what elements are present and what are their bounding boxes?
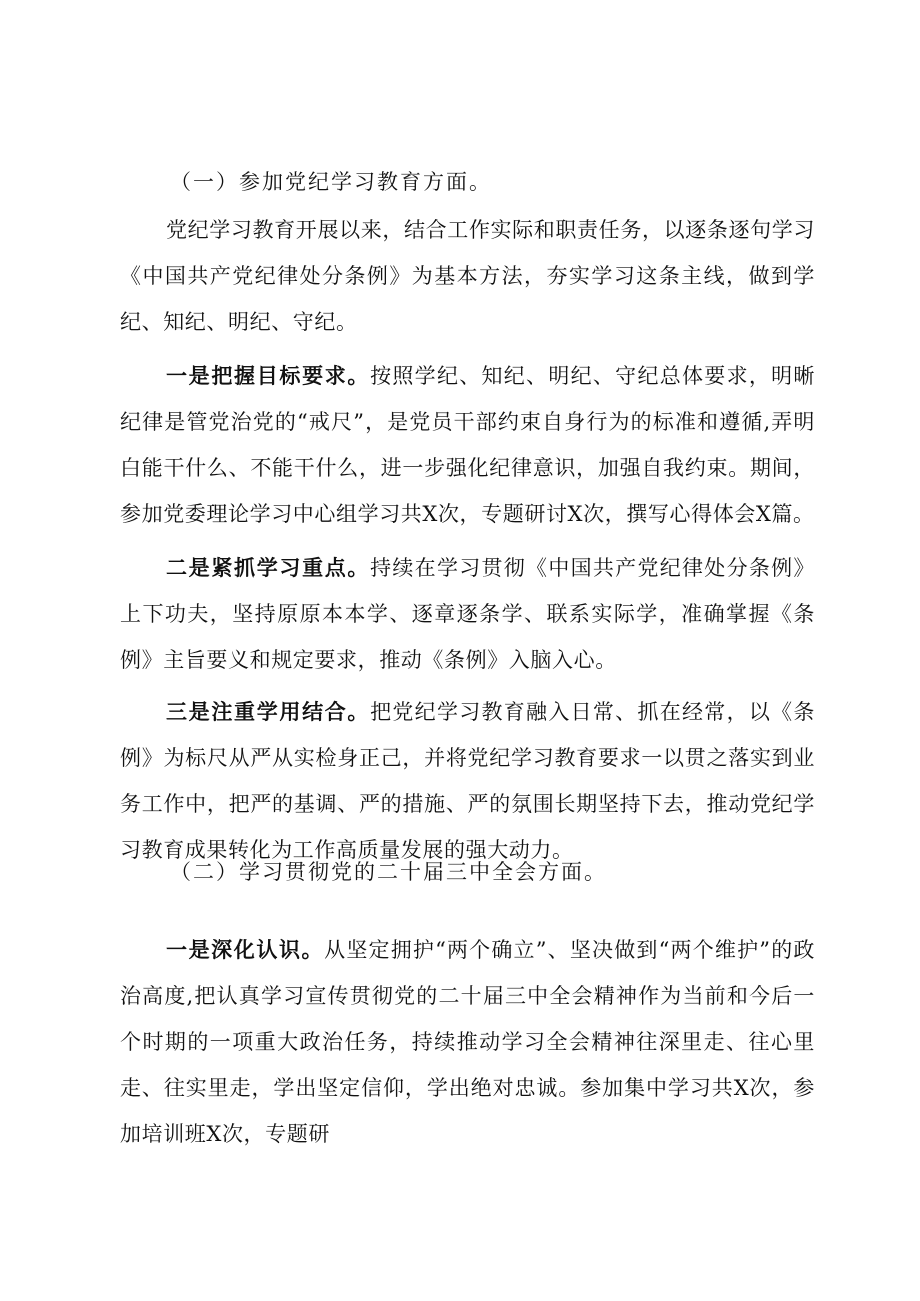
section-1-item-2-paragraph [120, 545, 815, 683]
section-1-item-1-body: 按照学纪、知纪、明纪、守纪总体要求，明晰纪律是管党治党的“戒尺”，是党员干部约束自身行为的标准和遵循,弄明白能干什么、不能干什么，进一步强化纪律意识，加强自我约束。期间，参加党委理论学习中心组学习共X次，专题研讨X次，撰写心得体会X篇。 [120, 364, 816, 526]
section-1-item-3-lead: 三是注重学用结合。 [166, 699, 371, 724]
section-1-item-2-body: 持续在学习贯彻《中国共产党纪律处分条例》上下功夫，坚持原原本本学、逐章逐条学、联系实际学，准确掌握《条例》主旨要义和规定要求，推动《条例》入脑入心。 [120, 556, 816, 672]
section-1-item-3-paragraph [120, 689, 815, 873]
section-2-heading: （二）学习贯彻党的二十届三中全会方面。 [170, 860, 607, 884]
section-1-intro-paragraph: 党纪学习教育开展以来，结合工作实际和职责任务，以逐条逐句学习《中国共产党纪律处分条例》为基本方法，夯实学习这条主线，做到学纪、知纪、明纪、守纪。 [120, 218, 815, 334]
section-1-heading: （一）参加党纪学习教育方面。 [170, 170, 492, 194]
section-1-item-2-lead: 二是紧抓学习重点。 [166, 555, 371, 580]
section-1-item-3-body: 把党纪学习教育融入日常、抓在经常，以《条例》为标尺从严从实检身正己，并将党纪学习教育要求一以贯之落实到业务工作中，把严的基调、严的措施、严的氛围长期坚持下去，推动党纪学习教育成果转化为工作高质量发展的强大动力。 [120, 700, 816, 862]
section-1-item-1-lead: 一是把握目标要求。 [166, 363, 371, 388]
section-1-item-1-paragraph [120, 353, 815, 537]
section-2-item-1-paragraph [120, 927, 815, 1157]
section-2-item-1-body: 从坚定拥护“两个确立”、坚决做到“两个维护”的政治高度,把认真学习宣传贯彻党的二十届三中全会精神作为当前和今后一个时期的一项重大政治任务，持续推动学习全会精神往深里走、往心里走、往实里走，学出坚定信仰，学出绝对忠诚。参加集中学习共X次，参加培训班X次，专题研 [120, 938, 816, 1146]
section-2-item-1-lead: 一是深化认识。 [166, 937, 325, 962]
